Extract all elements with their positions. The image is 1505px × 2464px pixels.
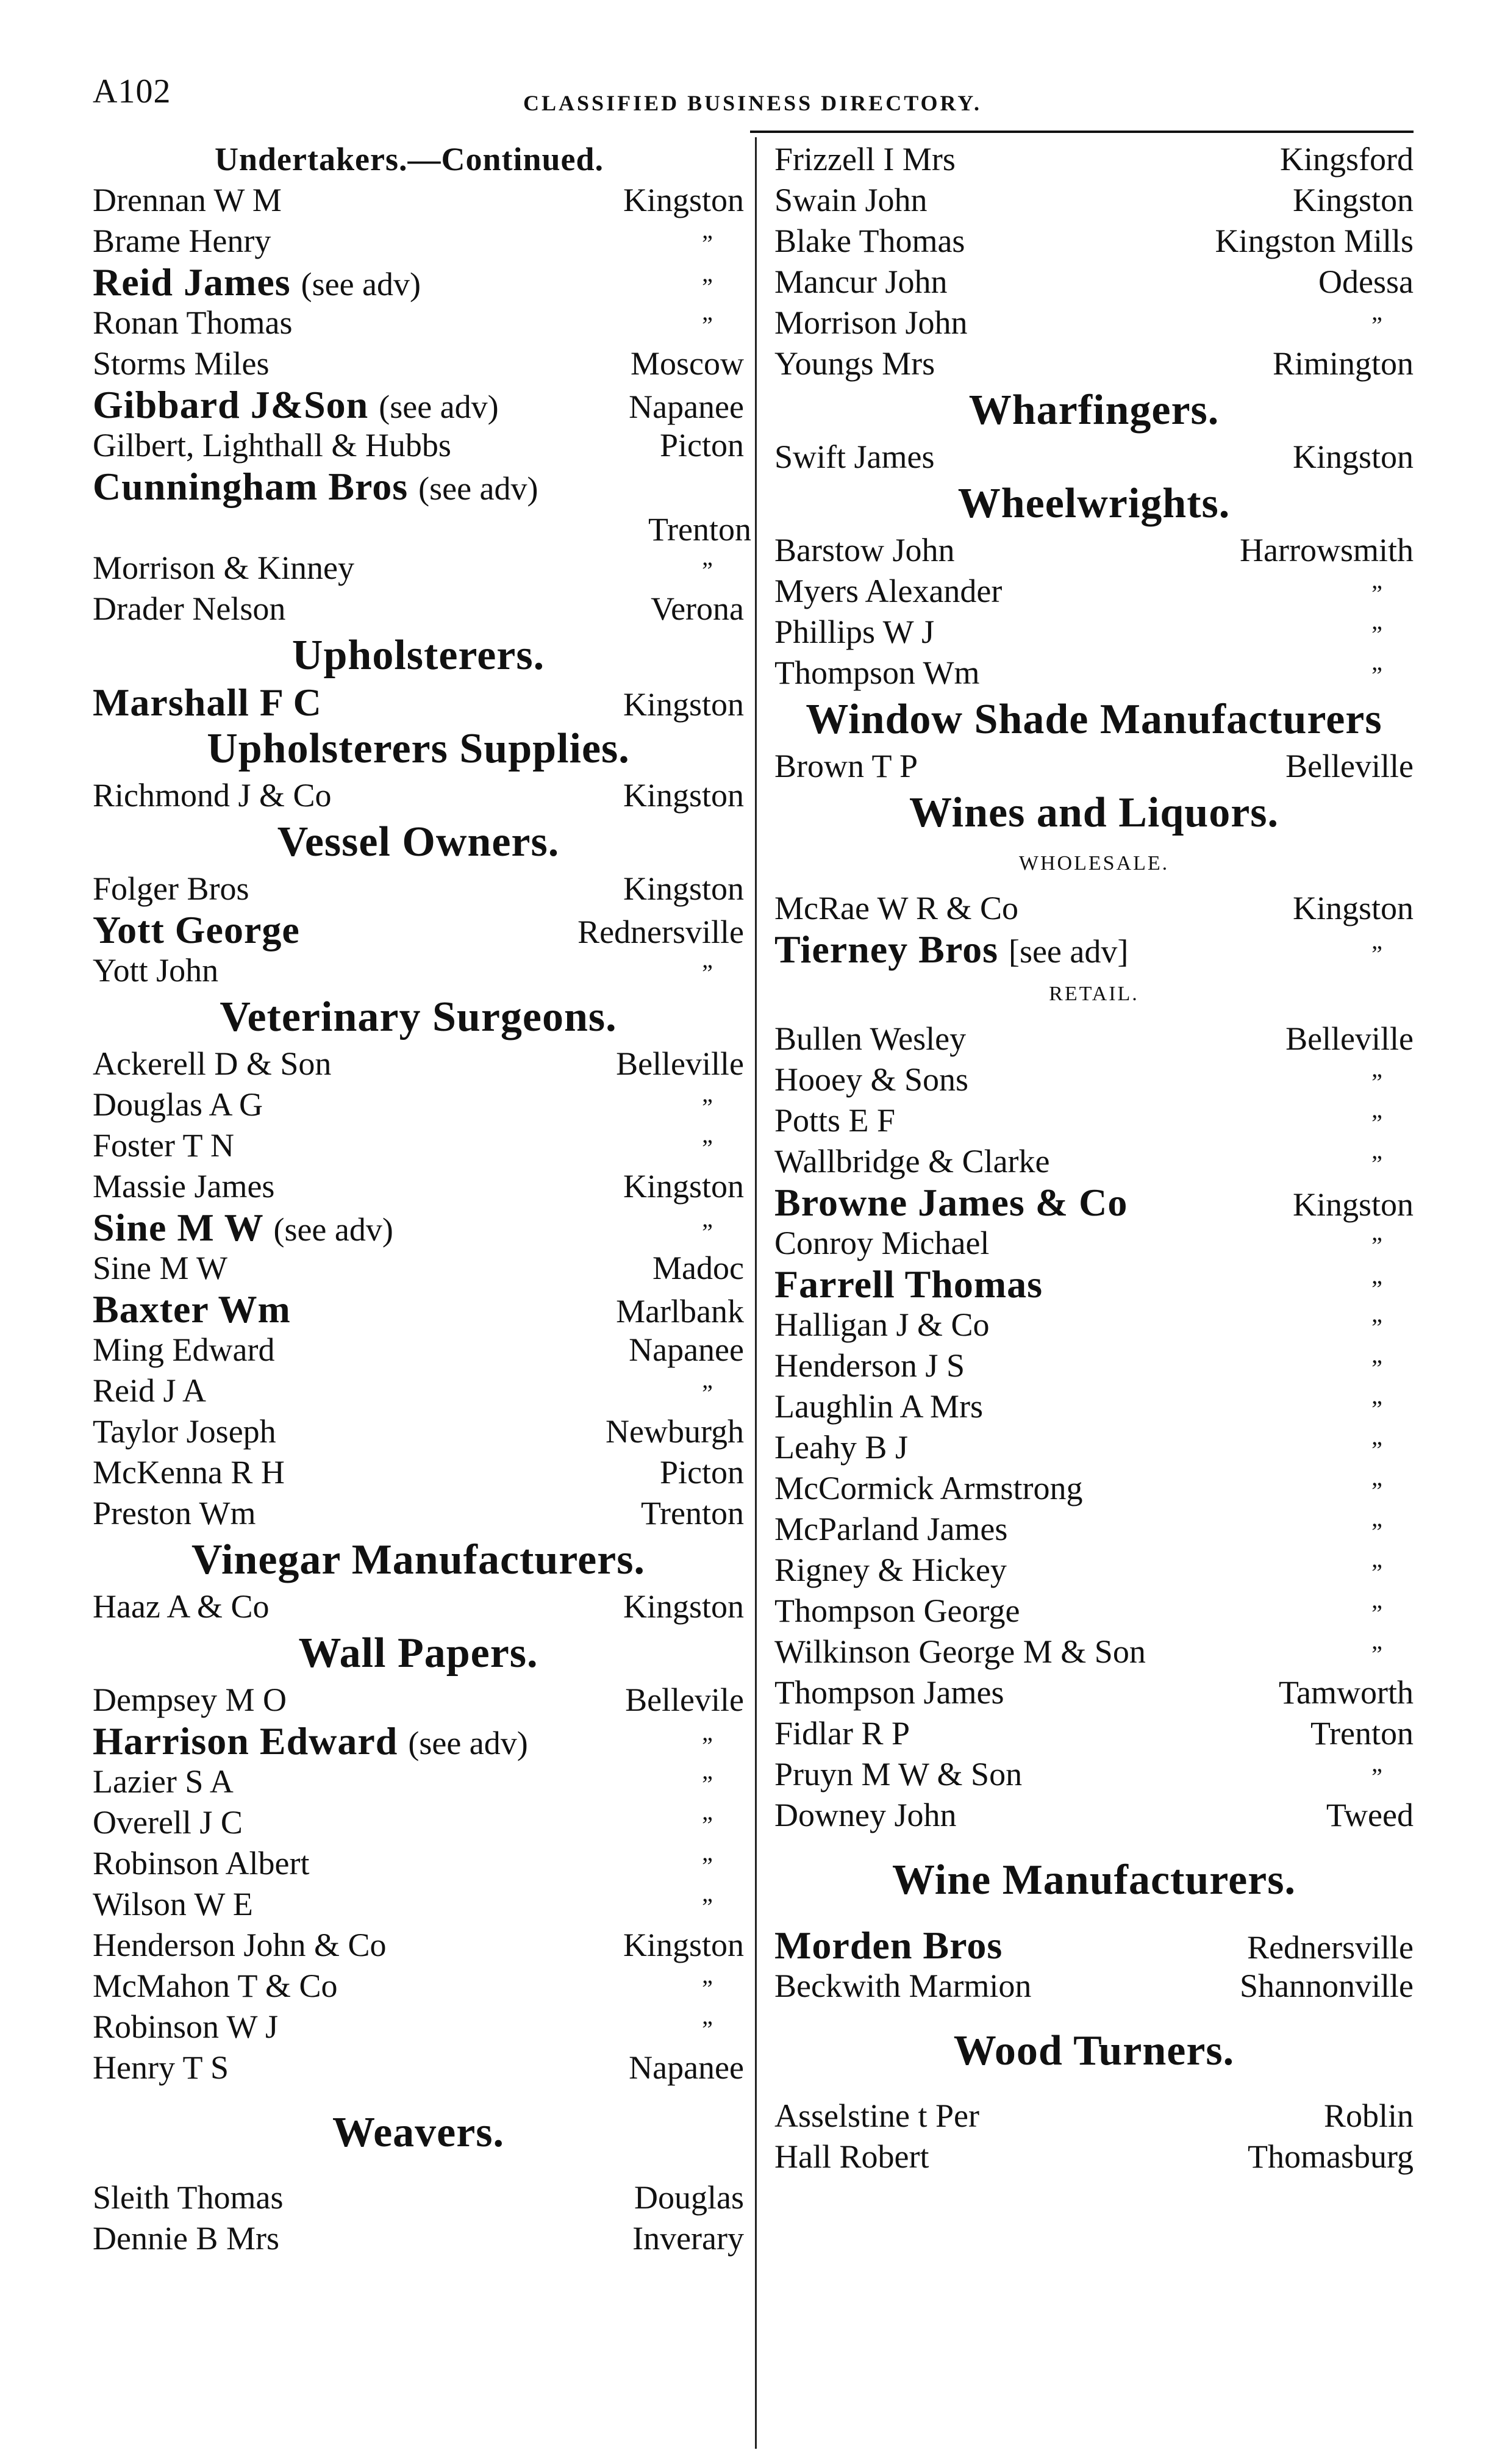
listing-name: Ackerell D & Son (93, 1045, 332, 1082)
listing-place: ” (1371, 1477, 1382, 1505)
listing-name: Wilson W E (93, 1886, 253, 1922)
listing-place: Inverary (632, 2220, 744, 2257)
listing-name: Thompson James (774, 1674, 1004, 1711)
listing-row (774, 1223, 1414, 1264)
section-spacer (774, 1907, 1414, 1925)
left-column (93, 139, 751, 2259)
listing-name-bold: Morden Bros (774, 1924, 1003, 1967)
listing-row (93, 1843, 744, 1884)
listing-name: McMahon T & Co (93, 1968, 338, 2004)
listing-place: ” (702, 1852, 713, 1880)
section-heading-weavers: Weavers. (332, 2109, 505, 2156)
listing-place: Belleville (616, 1045, 744, 1082)
listing-place: ” (1371, 1355, 1382, 1382)
listing-name: McKenna R H (93, 1454, 285, 1491)
listing-row (93, 1680, 744, 1721)
listing-name: McRae W R & Co (774, 890, 1018, 926)
listing-name: Fidlar R P (774, 1715, 910, 1752)
listing-row (93, 1330, 744, 1370)
listing-row (774, 1059, 1414, 1100)
see-adv-note: (see adv) (418, 470, 538, 507)
section-heading-window-shade-manufacturers: Window Shade Manufacturers (806, 696, 1382, 743)
listing-name-bold (93, 1207, 393, 1250)
listing-name: Swift James (774, 439, 935, 475)
listing-name: Folger Bros (93, 870, 249, 907)
listing-place: Tamworth (1278, 1674, 1414, 1711)
listing-row (774, 1966, 1414, 2007)
listing-row (93, 465, 751, 548)
listing-name: Leahy B J (774, 1429, 908, 1466)
listing-name: McCormick Armstrong (774, 1470, 1083, 1506)
listing-place: Moscow (631, 345, 744, 382)
listing-row (93, 1044, 744, 1084)
listing-row (774, 1345, 1414, 1386)
listing-name: Morrison John (774, 304, 968, 341)
listing-name: Ming Edward (93, 1331, 275, 1368)
section-heading-wheelwrights: Wheelwrights. (957, 480, 1231, 527)
listing-name: Conroy Michael (774, 1225, 990, 1261)
listing-name: Frizzell I Mrs (774, 141, 956, 177)
listing-row (774, 1182, 1414, 1223)
listing-place: ” (1371, 1232, 1382, 1259)
listing-row (774, 1305, 1414, 1345)
section-spacer (774, 1836, 1414, 1854)
listing-row (93, 343, 744, 384)
listing-place: Rednersville (577, 914, 744, 950)
listing-name: Morrison & Kinney (93, 550, 354, 586)
listing-name: Yott John (93, 952, 219, 989)
listing-name: Gilbert, Lighthall & Hubbs (93, 427, 451, 464)
listing-name: Youngs Mrs (774, 345, 935, 382)
listing-name-text: Harrison Edward (93, 1719, 398, 1763)
listing-place: Kingston (623, 1927, 744, 1963)
listing-name: Wilkinson George M & Son (774, 1633, 1146, 1670)
listing-place: ” (702, 312, 713, 339)
section-heading-vinegar-manufacturers: Vinegar Manufacturers. (191, 1536, 645, 1583)
section-heading-wharfingers: Wharfingers. (968, 387, 1220, 434)
listing-place: Douglas (634, 2179, 744, 2216)
listing-name-bold: Marshall F C (93, 681, 322, 724)
listing-row (93, 1721, 744, 1761)
listing-row (93, 180, 744, 221)
listing-place: ” (1371, 1314, 1382, 1341)
listing-place: Kingston Mills (1215, 223, 1414, 259)
listing-place: ” (702, 230, 713, 257)
listing-place: Kingston (623, 1588, 744, 1625)
listing-place: Shannonville (1240, 1968, 1414, 2004)
listing-row (93, 775, 744, 816)
listing-place: Napanee (629, 1331, 744, 1368)
listing-row (774, 746, 1414, 787)
listing-name: Robinson W J (93, 2008, 279, 2045)
listing-row (93, 548, 744, 589)
listing-name: Preston Wm (93, 1495, 256, 1531)
listing-name: Laughlin A Mrs (774, 1388, 984, 1425)
listing-row (774, 1468, 1414, 1509)
listing-place: ” (1371, 1395, 1382, 1423)
listing-name-bold: Browne James & Co (774, 1181, 1128, 1224)
section-heading-wood-turners: Wood Turners. (953, 2027, 1235, 2074)
listing-place: ” (702, 273, 713, 301)
listing-row (774, 437, 1414, 478)
listing-name: Henderson John & Co (93, 1927, 387, 1963)
listing-place: ” (1371, 1763, 1382, 1791)
listing-row (774, 2136, 1414, 2177)
listing-place: Picton (659, 427, 744, 464)
listing-name: Hooey & Sons (774, 1061, 969, 1098)
listing-row (774, 653, 1414, 693)
listing-place: Belleville (1285, 748, 1414, 784)
listing-row (93, 2177, 744, 2218)
listing-row (774, 612, 1414, 653)
listing-place: ” (702, 1380, 713, 1407)
listing-row (774, 343, 1414, 384)
section-spacer (93, 2088, 744, 2107)
listing-name-text: Sine M W (93, 1206, 263, 1249)
listing-place: Tweed (1326, 1797, 1414, 1833)
listing-place: ” (1371, 662, 1382, 689)
listing-name: Pruyn M W & Son (774, 1756, 1023, 1792)
listing-name: Brown T P (774, 748, 918, 784)
listing-row (93, 262, 744, 303)
listing-name: Massie James (93, 1168, 275, 1205)
listing-place: Kingston (1292, 890, 1414, 926)
listing-row (93, 1370, 744, 1411)
listing-name-text: Gibbard J&Son (93, 383, 369, 426)
listing-name: Douglas A G (93, 1086, 263, 1123)
listing-place: Thomasburg (1248, 2138, 1414, 2175)
listing-name: Mancur John (774, 263, 948, 300)
listing-name: Wallbridge & Clarke (774, 1143, 1050, 1180)
listing-row (774, 1925, 1414, 1966)
section-heading-vessel-owners: Vessel Owners. (277, 818, 560, 865)
listing-place: Rednersville (1247, 1929, 1414, 1966)
listing-row (774, 1100, 1414, 1141)
listing-row (774, 1019, 1414, 1059)
listing-name: Bullen Wesley (774, 1020, 967, 1057)
listing-row (774, 1631, 1414, 1672)
listing-name: Potts E F (774, 1102, 896, 1139)
listing-place: ” (702, 1094, 713, 1121)
listing-name: Dennie B Mrs (93, 2220, 279, 2257)
listing-place: ” (702, 557, 713, 584)
column-divider (755, 137, 757, 2449)
listing-name: Taylor Joseph (93, 1413, 276, 1450)
listing-place: Kingston (623, 870, 744, 907)
listing-row (774, 929, 1414, 970)
section-heading-wine-manufacturers: Wine Manufacturers. (892, 1857, 1296, 1904)
see-adv-note: [see adv] (1008, 933, 1129, 970)
listing-row (93, 384, 744, 425)
see-adv-note: (see adv) (408, 1725, 528, 1761)
subheading-retail: RETAIL. (1049, 983, 1139, 1005)
listing-row (93, 909, 744, 950)
listing-row (774, 888, 1414, 929)
listing-place: ” (702, 959, 713, 987)
listing-name: Asselstine t Per (774, 2097, 979, 2134)
listing-row (93, 1289, 744, 1330)
listing-name-bold: Yott George (93, 908, 300, 951)
listing-name: McParland James (774, 1511, 1008, 1547)
listing-name-bold (93, 466, 744, 509)
listing-name: Myers Alexander (774, 573, 1003, 609)
listing-name: Downey John (774, 1797, 957, 1833)
listing-row (774, 180, 1414, 221)
listing-place: Rimington (1272, 345, 1414, 382)
section-heading-veterinary-surgeons: Veterinary Surgeons. (220, 994, 617, 1040)
listing-name: Halligan J & Co (774, 1306, 990, 1343)
listing-name-bold (93, 262, 421, 305)
listing-row (93, 1452, 744, 1493)
listing-name: Drennan W M (93, 182, 282, 218)
listing-row (93, 1125, 744, 1166)
listing-place: ” (1371, 1150, 1382, 1178)
listing-name: Rigney & Hickey (774, 1552, 1007, 1588)
listing-row (774, 1386, 1414, 1427)
section-heading-wall-papers: Wall Papers. (298, 1630, 538, 1677)
listing-name: Barstow John (774, 532, 955, 568)
listing-place: ” (1371, 1600, 1382, 1627)
listing-place: ” (1371, 1641, 1382, 1668)
listing-place: Kingston (623, 1168, 744, 1205)
listing-row (93, 2047, 744, 2088)
listing-name: Dempsey M O (93, 1681, 287, 1718)
listing-row (93, 1925, 744, 1966)
listing-row (774, 303, 1414, 343)
listing-name: Robinson Albert (93, 1845, 310, 1882)
listing-row (93, 1493, 744, 1534)
see-adv-note: (see adv) (379, 389, 499, 425)
listing-row (93, 2007, 744, 2047)
section-spacer (93, 2159, 744, 2177)
listing-name: Ronan Thomas (93, 304, 293, 341)
listing-place: Madoc (652, 1250, 744, 1286)
listing-name-bold (93, 1721, 528, 1764)
listing-row (93, 1802, 744, 1843)
listing-name-text: Tierney Bros (774, 928, 998, 971)
listing-row (774, 2096, 1414, 2136)
listing-name: Phillips W J (774, 614, 935, 650)
listing-row (774, 221, 1414, 262)
listing-name-bold: Baxter Wm (93, 1288, 291, 1331)
listing-row (93, 1966, 744, 2007)
listing-name: Henderson J S (774, 1347, 965, 1384)
listing-place: ” (1371, 580, 1382, 607)
section-heading-upholsterers-supplies: Upholsterers Supplies. (207, 725, 630, 772)
listing-place: Harrowsmith (1240, 532, 1414, 568)
listing-row (774, 1672, 1414, 1713)
listing-row (774, 1754, 1414, 1795)
listing-place: ” (1371, 1518, 1382, 1545)
page-number: A102 (93, 73, 171, 110)
see-adv-note: (see adv) (301, 266, 421, 303)
listing-row (774, 1713, 1414, 1754)
listing-row (774, 571, 1414, 612)
listing-place: Newburgh (606, 1413, 744, 1450)
listing-name: Thompson George (774, 1592, 1020, 1629)
listing-row (93, 425, 744, 466)
listing-name: Swain John (774, 182, 928, 218)
listing-place: ” (1371, 312, 1382, 339)
head-rule (750, 131, 1414, 133)
listing-row (774, 1427, 1414, 1468)
listing-place: ” (702, 1732, 713, 1760)
listing-row (93, 1248, 744, 1289)
listing-row (93, 1084, 744, 1125)
listing-name: Haaz A & Co (93, 1588, 270, 1625)
listing-name-bold (93, 384, 499, 428)
listing-place: ” (1371, 1109, 1382, 1137)
listing-place: Picton (659, 1454, 744, 1491)
listing-place: Trenton (640, 1495, 744, 1531)
subheading-wholesale: WHOLESALE. (1018, 852, 1170, 875)
listing-place: Marlbank (616, 1293, 744, 1330)
listing-name: Sleith Thomas (93, 2179, 284, 2216)
listing-row (93, 221, 744, 262)
listing-place: Verona (651, 590, 744, 627)
listing-place: Napanee (629, 389, 744, 425)
listing-name-text: Cunningham Bros (93, 465, 409, 508)
listing-place: ” (1371, 1275, 1382, 1303)
section-spacer (774, 2007, 1414, 2025)
listing-row (93, 2218, 744, 2259)
listing-name: Drader Nelson (93, 590, 286, 627)
listing-place: Kingsford (1280, 141, 1414, 177)
listing-name: Hall Robert (774, 2138, 929, 2175)
listing-name: Henry T S (93, 2049, 229, 2086)
listing-row (774, 1509, 1414, 1550)
listing-row (774, 1550, 1414, 1591)
running-head: CLASSIFIED BUSINESS DIRECTORY. (523, 91, 982, 115)
listing-place: ” (702, 1893, 713, 1921)
listing-place: Bellevile (625, 1681, 744, 1718)
listing-place: Kingston (623, 686, 744, 723)
listing-row (93, 1207, 744, 1248)
listing-place: Kingston (623, 777, 744, 814)
listing-row (774, 1264, 1414, 1305)
listing-name: Beckwith Marmion (774, 1968, 1032, 2004)
listing-place: ” (1371, 1436, 1382, 1464)
listing-name: Thompson Wm (774, 654, 980, 691)
listing-name: Storms Miles (93, 345, 270, 382)
listing-name-bold (774, 929, 1128, 972)
listing-name-text: Reid James (93, 260, 291, 304)
listing-place: Kingston (1292, 1186, 1414, 1223)
listing-row (774, 1141, 1414, 1182)
listing-name: Richmond J & Co (93, 777, 332, 814)
listing-place: Napanee (629, 2049, 744, 2086)
listing-place: Trenton (1310, 1715, 1414, 1752)
listing-place: ” (702, 2016, 713, 2043)
section-heading-undertakers-continued: Undertakers.—Continued. (215, 141, 604, 177)
listing-row (93, 1761, 744, 1802)
section-heading-upholsterers: Upholsterers. (291, 632, 545, 679)
listing-name: Lazier S A (93, 1763, 234, 1800)
section-spacer (774, 2077, 1414, 2096)
listing-name: Foster T N (93, 1127, 235, 1164)
listing-row (93, 303, 744, 343)
listing-place: ” (1371, 621, 1382, 648)
listing-row (93, 1166, 744, 1207)
listing-name: Reid J A (93, 1372, 207, 1409)
listing-name: Brame Henry (93, 223, 271, 259)
listing-name: Overell J C (93, 1804, 243, 1841)
listing-place: Trenton (648, 511, 751, 548)
listing-name-bold: Farrell Thomas (774, 1262, 1043, 1306)
listing-place: Odessa (1318, 263, 1414, 300)
listing-row (93, 1586, 744, 1627)
listing-place: ” (1371, 1559, 1382, 1586)
listing-row (774, 530, 1414, 571)
listing-place: Kingston (1292, 182, 1414, 218)
listing-place: Belleville (1285, 1020, 1414, 1057)
listing-place: ” (1371, 940, 1382, 968)
listing-row (774, 1591, 1414, 1631)
listing-row (93, 682, 744, 723)
listing-row (93, 589, 744, 629)
listing-place: ” (1371, 1069, 1382, 1096)
listing-row (93, 950, 744, 991)
listing-place: ” (702, 1811, 713, 1839)
listing-row (774, 139, 1414, 180)
listing-row (93, 1884, 744, 1925)
listing-name: Blake Thomas (774, 223, 965, 259)
listing-place: ” (702, 1219, 713, 1246)
right-column (774, 139, 1414, 2177)
listing-row (774, 1795, 1414, 1836)
listing-place: ” (702, 1134, 713, 1162)
listing-place: ” (702, 1975, 713, 2002)
listing-row (93, 1411, 744, 1452)
section-heading-wines-and-liquors: Wines and Liquors. (909, 789, 1279, 836)
listing-place: Kingston (623, 182, 744, 218)
listing-place: Roblin (1323, 2097, 1414, 2134)
listing-row (93, 868, 744, 909)
listing-row (774, 262, 1414, 303)
see-adv-note: (see adv) (273, 1211, 393, 1248)
listing-place: Kingston (1292, 439, 1414, 475)
listing-name: Sine M W (93, 1250, 228, 1286)
listing-place: ” (702, 1771, 713, 1798)
